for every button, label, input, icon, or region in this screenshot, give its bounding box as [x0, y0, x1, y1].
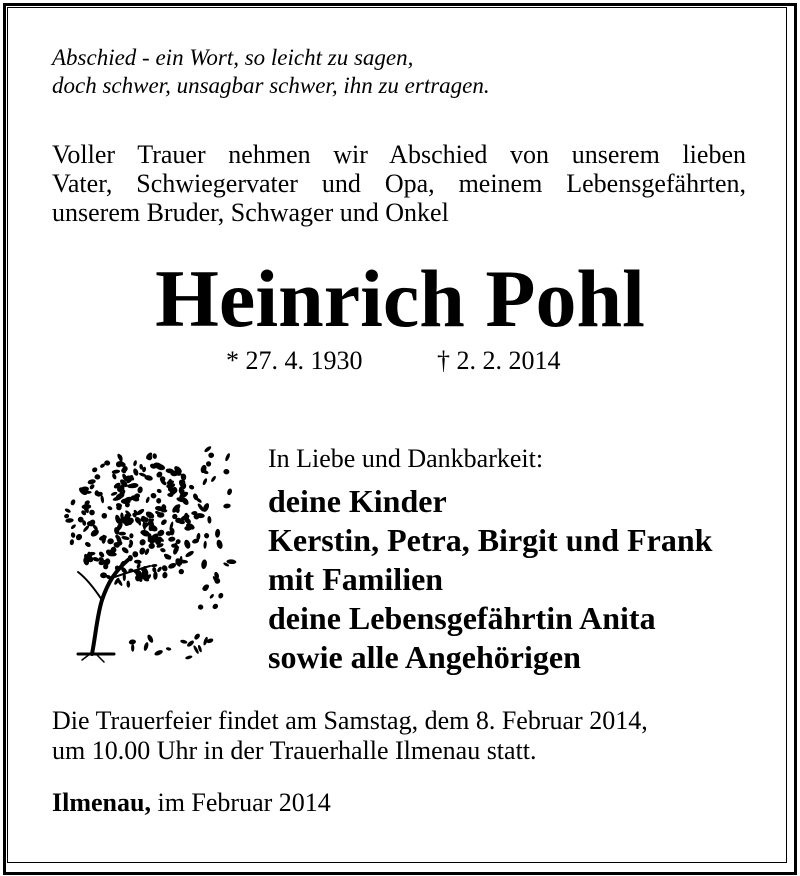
signatories-list	[268, 482, 712, 677]
leaf	[132, 468, 139, 477]
leaf	[134, 559, 142, 564]
leaf	[121, 546, 130, 555]
leaf	[100, 572, 107, 578]
intro-line-1: Voller Trauer nehmen wir Abschied von unserem lieben	[52, 140, 746, 169]
leaf	[151, 564, 158, 568]
leaf	[211, 603, 219, 611]
leaf	[107, 505, 113, 511]
leaf	[123, 573, 126, 581]
signatory-line: mit Familien	[268, 561, 444, 597]
leaf	[156, 488, 162, 494]
leaf	[217, 592, 224, 599]
leaf	[207, 516, 212, 524]
thanks-heading: In Liebe und Dankbarkeit:	[268, 444, 544, 473]
leaf	[216, 539, 224, 550]
leaf	[148, 543, 155, 550]
leaf	[118, 532, 126, 536]
intro-text	[52, 140, 746, 227]
leaf	[203, 541, 207, 549]
leaf	[215, 529, 221, 538]
leaf	[201, 559, 208, 569]
leaf	[89, 483, 96, 490]
wind-blown-tree-icon	[50, 428, 240, 668]
leaf	[70, 524, 77, 530]
leaf	[162, 572, 168, 579]
intro-line-3: unserem Bruder, Schwager und Onkel	[52, 198, 449, 227]
leaf	[203, 445, 212, 453]
leaf	[156, 566, 162, 573]
leaf	[64, 513, 70, 518]
leaf	[209, 593, 215, 599]
leaf	[161, 509, 167, 513]
leaf	[208, 452, 214, 458]
leaf	[84, 541, 92, 548]
leaf	[152, 453, 157, 459]
leaf	[198, 604, 204, 610]
leaf	[70, 532, 76, 539]
leaf	[226, 559, 236, 564]
leaf	[138, 538, 146, 546]
leaf	[156, 498, 161, 504]
birth-date: * 27. 4. 1930	[226, 346, 363, 375]
verse	[52, 44, 490, 100]
deceased-name: Heinrich Pohl	[155, 253, 645, 344]
signatory-line: sowie alle Angehörigen	[268, 639, 581, 675]
leaf	[82, 524, 90, 532]
service-line-1: Die Trauerfeier findet am Samstag, dem 8. Februar 2014,	[52, 706, 648, 735]
leaf	[137, 486, 143, 494]
leaf	[75, 533, 84, 542]
leaf	[168, 536, 176, 542]
leaf	[185, 655, 193, 660]
leaf	[226, 488, 232, 496]
tree-leaves	[64, 445, 237, 660]
leaf	[224, 453, 231, 462]
leaf	[206, 461, 212, 467]
service-info	[52, 706, 648, 766]
leaf	[64, 508, 71, 514]
leaf	[100, 512, 108, 520]
leaf	[100, 495, 104, 504]
leaf	[69, 539, 74, 546]
leaf	[131, 644, 134, 652]
place: Ilmenau,	[52, 788, 151, 817]
leaf	[166, 647, 172, 651]
leaf	[203, 532, 210, 539]
leaf	[153, 571, 158, 580]
leaf	[146, 454, 153, 461]
leaf	[121, 499, 131, 505]
leaf	[111, 469, 120, 474]
signatory-line: Kerstin, Petra, Birgit und Frank	[268, 522, 713, 558]
leaf	[107, 538, 114, 545]
leaf	[111, 473, 117, 480]
intro-line-2: Vater, Schwiegervater und Opa, meinem Lebensgefährten,	[52, 169, 746, 198]
leaf	[180, 639, 188, 644]
leaf	[188, 484, 195, 490]
leaf	[98, 551, 105, 559]
signatory-line: deine Lebensgefährtin Anita	[268, 600, 656, 636]
leaf	[210, 475, 217, 483]
leaf	[70, 499, 77, 506]
leaf	[160, 547, 167, 553]
closing-date: im Februar 2014	[150, 788, 331, 817]
leaf	[154, 649, 164, 657]
service-line-2: um 10.00 Uhr in der Trauerhalle Ilmenau statt.	[52, 736, 537, 765]
leaf	[184, 550, 194, 559]
leaf	[223, 469, 230, 475]
leaf	[183, 539, 191, 549]
leaf	[193, 633, 201, 641]
leaf	[178, 568, 184, 574]
leaf	[88, 509, 96, 517]
leaf	[129, 533, 133, 538]
verse-line-1: Abschied - ein Wort, so leicht zu sagen,	[52, 45, 414, 70]
leaf	[223, 503, 231, 509]
verse-line-2: doch schwer, unsagbar schwer, ihn zu ertragen.	[52, 73, 490, 98]
leaf	[126, 580, 130, 587]
leaf	[160, 518, 168, 526]
leaf	[150, 492, 157, 498]
death-date: † 2. 2. 2014	[437, 346, 561, 375]
leaf	[81, 504, 91, 510]
signatory-line: deine Kinder	[268, 483, 447, 519]
leaf	[128, 639, 136, 645]
leaf	[121, 535, 130, 540]
leaf	[89, 528, 100, 538]
leaf	[104, 460, 110, 466]
leaf	[145, 496, 150, 503]
leaf	[161, 564, 169, 572]
leaf	[202, 478, 208, 486]
leaf	[132, 551, 139, 558]
place-and-date	[52, 788, 331, 818]
leaf	[91, 466, 98, 473]
leaf	[87, 479, 96, 486]
leaf	[94, 474, 100, 479]
leaf	[143, 642, 149, 652]
leaf	[133, 460, 138, 467]
leaf	[146, 634, 154, 644]
leaf	[65, 518, 74, 523]
